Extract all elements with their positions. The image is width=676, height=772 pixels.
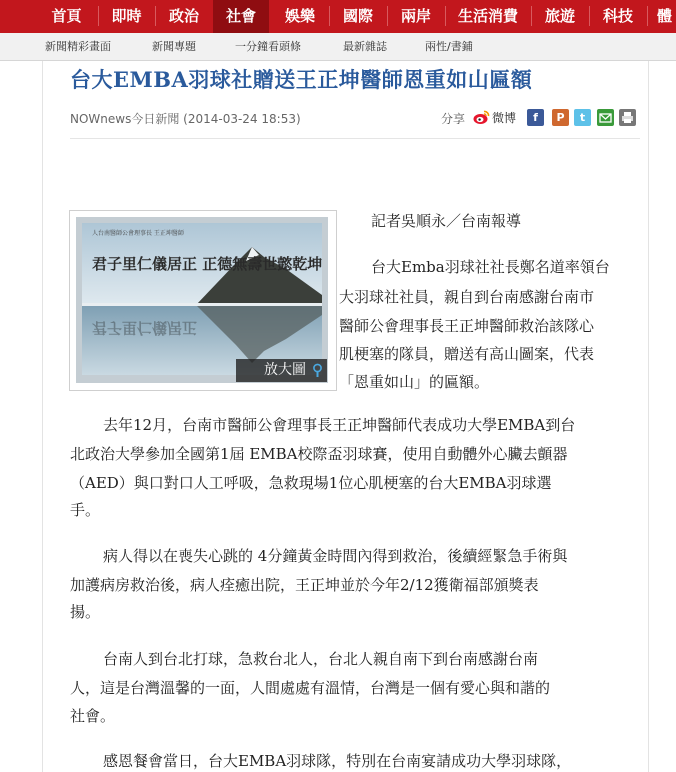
intro-line: 肌梗塞的隊員，贈送有高山圖案，代表 [339,345,595,363]
weibo-share-button[interactable] [473,108,521,126]
nav-realtime[interactable]: 即時 [111,7,142,25]
nav-home[interactable]: 首頁 [51,7,82,25]
paragraph-line: 感恩餐會當日，台大EMBA羽球隊，特別在台南宴請成功大學羽球隊， [103,752,572,770]
intro-line: 台大Emba羽球社社長鄭名道率領台 [371,258,610,276]
paragraph-line: 病人得以在喪失心跳的 4分鐘黃金時間內得到救治，後續經緊急手術與 [103,547,568,565]
intro-line: 「恩重如山」的匾額。 [339,373,490,391]
weibo-icon [473,109,490,125]
nav-cross-strait[interactable]: 兩岸 [400,7,431,25]
envelope-glyph [597,109,614,126]
subnav-gender-books[interactable]: 兩性/書鋪 [425,40,473,53]
nav-lifestyle[interactable]: 生活消費 [457,7,518,25]
nav-entertainment[interactable]: 娛樂 [284,7,315,25]
paragraph-line: 台南人到台北打球，急救台北人，台北人親自南下到台南感謝台南 [103,650,539,668]
email-icon[interactable] [597,109,614,126]
intro-line: 醫師公會理事長王正坤醫師救治該隊心 [339,317,595,335]
enlarge-photo-label: 放大圖 [264,362,306,378]
plaque-header-text: 人台南醫師公會理事長 王正坤醫師 [92,230,184,237]
paragraph-line: 手。 [70,501,101,519]
intro-line: 大羽球社社員，親自到台南感謝台南市 [339,288,595,306]
twitter-icon[interactable]: t [574,109,591,126]
byline: 記者吳順永／台南報導 [371,212,522,230]
content-border-left [42,61,43,772]
magnifier-icon [312,363,323,378]
subnav-headlines[interactable]: 一分鐘看頭條 [235,40,301,53]
article-source-date: NOWnews今日新聞 (2014-03-24 18:53) [70,112,301,126]
paragraph-line: 揚。 [70,603,101,621]
paragraph-line: 北政治大學參加全國第1屆 EMBA校際盃羽球賽，使用自動體外心臟去顫器 [70,445,568,463]
subnav-topics[interactable]: 新聞專題 [152,40,196,53]
facebook-icon[interactable]: f [527,109,544,126]
print-icon[interactable] [619,109,636,126]
paragraph-line: 去年12月，台南市醫師公會理事長王正坤醫師代表成功大學EMBA到台 [103,416,576,434]
paragraph-line: （AED）與口對口人工呼吸，急救現場1位心肌梗塞的台大EMBA羽球選 [70,474,552,492]
subnav-magazine[interactable]: 最新雜誌 [343,40,387,53]
article-title: 台大EMBA羽球社贈送王正坤醫師恩重如山匾額 [70,67,533,92]
share-label: 分享 [441,112,466,126]
weibo-label: 微博 [492,111,517,125]
nav-divider [647,6,648,26]
plurk-icon[interactable]: P [552,109,569,126]
printer-glyph [619,109,636,126]
nav-society[interactable]: 社會 [213,0,269,33]
paragraph-line: 社會。 [70,707,116,725]
subnav-highlights[interactable]: 新聞精彩畫面 [45,40,111,53]
header-divider [70,138,640,139]
nav-sports[interactable]: 體 [657,7,673,25]
nav-travel[interactable]: 旅遊 [544,7,575,25]
plaque-motto-text: 君子里仁儀居正 正德無壽世懿乾坤 [92,255,323,273]
plaque-reflection-text: 君子里仁儀居正 [92,319,198,337]
nav-politics[interactable]: 政治 [168,7,199,25]
nav-tech[interactable]: 科技 [602,7,633,25]
enlarge-photo-button[interactable] [236,359,327,382]
paragraph-line: 加護病房救治後，病人痊癒出院，王正坤並於今年2/12獲衛福部頒獎表 [70,576,539,594]
paragraph-line: 人，這是台灣溫馨的一面，人間處處有溫情，台灣是一個有愛心與和諧的 [70,679,551,697]
nav-international[interactable]: 國際 [342,7,373,25]
sub-nav [0,33,676,61]
top-nav [0,0,676,33]
content-border-right [648,61,649,772]
